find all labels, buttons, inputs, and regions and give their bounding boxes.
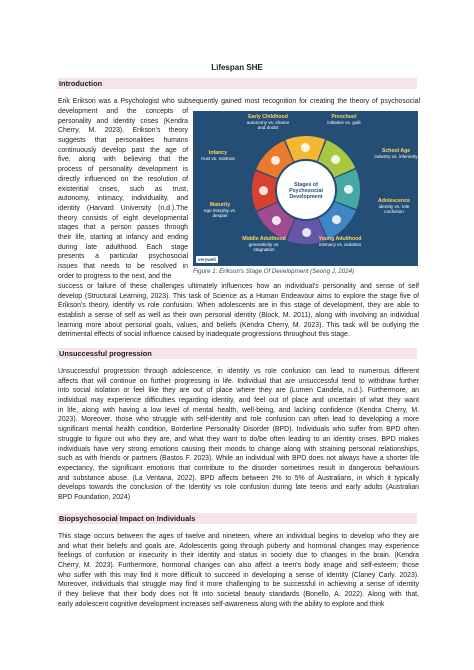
text-line: feelings of confusion or insecurity in their identity and status in society due to changes in the brain. (Kendra (58, 552, 419, 560)
stage-name: Middle Adulthood (242, 236, 286, 242)
figure-center-title: Stages of Psychosocial Development (289, 182, 323, 201)
brand-logo: verywell (198, 257, 216, 262)
text-line: such as with friends or partners (Bastos F. 2023). While an individual with BPD does not always have a shorter life (58, 455, 419, 463)
heading-biopsychosocial: Biopsychosocial Impact on Individuals (57, 513, 417, 524)
text-line: expectancy, the significant emotions that contribute to the disorder sometimes result in dangerous behaviours (58, 464, 419, 472)
text-line: BPD Foundation, 2024) (58, 493, 131, 501)
text-line: Erik Erikson was a Psychologist who subsequently gained most recognition for creating the theory of psychosocial (58, 98, 420, 105)
text-line: 2023). Moreover, those who struggle with self-identity and role confusion can often lead to developing a more (58, 416, 419, 424)
text-line: develop (Structural Learning, 2023). This task of Science as a Human Endeavour aims to explore the stage five of (58, 292, 419, 300)
text-line: affects that will continue on further progressing in life. Individual that are unsuccessful tend to withdraw further (58, 377, 419, 385)
stage-name: Young Adulthood (318, 236, 362, 242)
stage-person-icon (344, 185, 353, 194)
text-line: autonomy, intimacy, individuality, and (58, 195, 188, 203)
stage-conflict: generativity vs. stagnation (248, 242, 280, 253)
text-line: personality and identity crises (Kendra (58, 117, 188, 125)
stage-person-icon (271, 156, 280, 165)
stage-person-icon (331, 155, 340, 164)
stage-name: School Age (381, 148, 411, 154)
stage-name: Adolescence (377, 198, 410, 204)
text-line: issues that needs to be resolved in (58, 263, 188, 270)
text-line: if they believe that their body does not fit into societal beauty standards (Bonello, A. 2022). Along with that, (58, 591, 419, 599)
biopsychosocial-text (58, 532, 419, 610)
stage-conflict: intimacy vs. isolation (318, 242, 362, 248)
text-line: who suffer with this may find it more difficult to succeed in developing a sense of identity (Claney Carly. 2023). (58, 571, 419, 579)
text-line: development and the concepts of (58, 108, 188, 115)
text-line: struggle to figure out who they are, and what they want to do/be often leading to an identity crises. BPD makes (58, 435, 419, 443)
stage-label (197, 203, 243, 219)
text-line: success or failure of these challenges ultimately influences how an individual's personality and sense of self (58, 283, 419, 290)
text-line: order to progress to the next, and the (58, 272, 172, 280)
text-line: continuously develop past the age of (58, 146, 188, 154)
text-line: individuals have very strong emotions causing their moods to change along with straining personal relationships, (58, 445, 419, 453)
stage-conflict: ego integrity vs. despair (203, 208, 237, 219)
text-line: and substance abuse. (La Ventana, 2022). BPD affects between 2% to 5% of Australians, in which it typically (58, 474, 419, 482)
text-line: presents a particular psychosocial (58, 253, 188, 261)
text-line: establish a sense of self as well as their own personal identity (Block, M. 2011), along with involving an individual (58, 312, 419, 320)
unsuccessful-text (58, 367, 419, 503)
stage-name: Preschool (331, 114, 357, 120)
text-line: theory consists of eight developmental (58, 214, 188, 222)
stage-person-icon (272, 216, 281, 225)
heading-unsuccessful-progression: Unsuccessful progression (57, 348, 417, 359)
text-line: develops towards the conclusion of the Identity vs role confusion during late teens and early adults (Australian (58, 484, 419, 492)
text-line: individual may experience difficulties regarding identity, and feel out of place and uncertain of what they want (58, 397, 419, 405)
stage-label (373, 149, 418, 159)
stage-person-icon (332, 215, 341, 224)
text-line: Cherry, M. 2023). Furthermore, hormonal changes can also affect a teen's body image and self-esteem; those (58, 562, 419, 570)
psychosocial-stages-figure (193, 111, 418, 266)
intro-full-text (58, 282, 419, 340)
stage-person-icon (301, 143, 310, 152)
text-line: Moreover, individuals that struggle may find it more challenging to be successful in achieving a sense of identity (58, 581, 419, 589)
stage-label (195, 151, 241, 161)
text-line: detrimental effects of social influence caused by inadequate progressions throughout this stage. (58, 331, 350, 339)
text-line: their life, starting at infancy and ending (58, 233, 188, 241)
text-line: five, along with believing that the (58, 156, 188, 164)
text-line: identity (Harvard University (n.d.).The (58, 204, 188, 212)
document-title: Lifespan SHE (211, 63, 263, 72)
text-line: stages that a person passes through (58, 224, 188, 232)
intro-column-text (58, 107, 188, 281)
stage-conflict: industry vs. inferiority (374, 154, 418, 160)
stage-conflict: initiative vs. guilt (327, 120, 361, 126)
stage-person-icon (259, 186, 268, 195)
text-line: learning more about personal goals, values, and beliefs (Kendra Cherry, M. 2023). This task will be outlying the (58, 321, 419, 329)
text-line: This stage occurs between the ages of twelve and nineteen, where an individual begins to develop who they are (58, 533, 419, 540)
text-line: during late adulthood. Each stage (58, 243, 188, 251)
stage-label (371, 199, 417, 215)
stage-name: Early Childhood (248, 114, 288, 120)
stage-conflict: autonomy vs. shame and doubt (246, 120, 290, 131)
stage-conflict: identity vs. role confusion (378, 204, 410, 215)
stage-name: Infancy (208, 150, 228, 156)
stage-person-icon (302, 228, 311, 237)
stage-label (321, 115, 367, 125)
text-line: and what their beliefs and goals are. Adolescents going through puberty and hormonal changes may experience (58, 542, 419, 550)
stage-label (241, 237, 287, 253)
stage-label (245, 115, 291, 131)
text-line: suggests that personalities humans (58, 137, 188, 145)
text-line: process of personality development is (58, 166, 188, 174)
figure-caption: Figure 1: Erikson's Stage Of Development (Seong J, 2024) (193, 268, 355, 275)
text-line: Erikson’s theory, identify vs role confusion. When adolescents are in this stage of development, they are able to (58, 302, 419, 310)
text-line: directly influenced on the resolution of (58, 175, 188, 183)
text-line: into social isolation or feel like they are out of place where they are (Lumen Candela, n.d.). Furthermore, an (58, 387, 419, 395)
intro-first-line (58, 97, 420, 107)
text-line: Unsuccessful progression through adolescence, in identity vs role confusion can lead to numerous different (58, 368, 419, 375)
stage-label (317, 237, 363, 247)
text-line: existential crises, such as trust, (58, 185, 188, 193)
text-line: Cherry, M. 2023). Erikson’s theory (58, 127, 188, 135)
text-line: in life, along with having a low level of mental health, well-being, and lacking confidence (Kendra Cherry, M. (58, 406, 419, 414)
text-line: early adolescent cognitive development increases self-awareness along with the ability to explore and think (58, 600, 385, 608)
text-line: significant mental health condition, Borderline Personality Disorder (BPD). Individuals who suffer from BPD often (58, 426, 419, 434)
stage-conflict: trust vs. mistrust (201, 156, 235, 162)
stage-name: Maturity (209, 202, 231, 208)
heading-introduction: Introduction (57, 78, 417, 89)
